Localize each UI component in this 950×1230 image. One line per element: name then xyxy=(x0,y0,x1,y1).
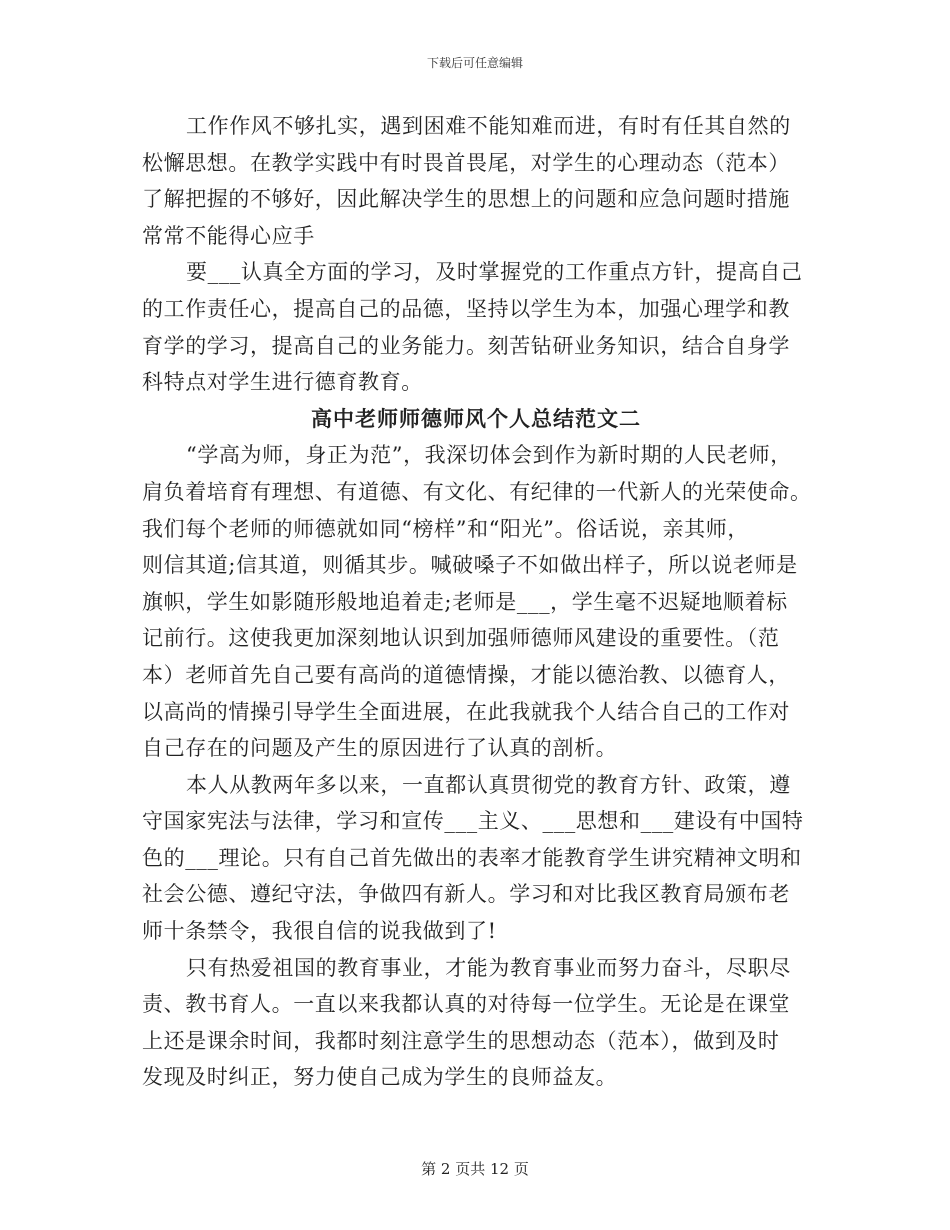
text-line: 常常不能得心应手 xyxy=(142,223,315,248)
text-line: 旗帜，学生如影随形般地追着走;老师是___，学生毫不迟疑地顺着标 xyxy=(142,589,788,614)
text-line: 科特点对学生进行德育教育。 xyxy=(142,370,423,395)
text-line: 自己存在的问题及产生的原因进行了认真的剖析。 xyxy=(142,736,618,761)
text-line: 的工作责任心，提高自己的品德，坚持以学生为本，加强心理学和教 xyxy=(142,296,790,321)
text-line: 要___认真全方面的学习，及时掌握党的工作重点方针，提高自己 xyxy=(186,260,803,285)
text-line: 肩负着培育有理想、有道德、有文化、有纪律的一代新人的光荣使命。 xyxy=(142,479,812,504)
page-footer: 第 2 页共 12 页 xyxy=(421,1160,529,1178)
text-line: 责、教书育人。一直以来我都认真的对待每一位学生。无论是在课堂 xyxy=(142,992,790,1017)
text-line: 上还是课余时间，我都时刻注意学生的思想动态（范本），做到及时 xyxy=(142,1028,780,1053)
text-line: 守国家宪法与法律，学习和宣传___主义、___思想和___建设有中国特 xyxy=(142,809,804,834)
document-body xyxy=(142,108,810,1096)
text-line: 记前行。这使我更加深刻地认识到加强师德师风建设的重要性。（范 xyxy=(142,626,780,651)
text-line: 只有热爱祖国的教育事业，才能为教育事业而努力奋斗，尽职尽 xyxy=(186,955,791,980)
text-line: 松懈思想。在教学实践中有时畏首畏尾，对学生的心理动态（范本） xyxy=(142,150,790,175)
text-line: 了解把握的不够好，因此解决学生的思想上的问题和应急问题时措施 xyxy=(142,187,790,212)
text-line: 本）老师首先自己要有高尚的道德情操，才能以德治教、以德育人， xyxy=(142,662,790,687)
text-line: 社会公德、遵纪守法，争做四有新人。学习和对比我区教育局颁布老 xyxy=(142,882,790,907)
section-title: 高中老师师德师风个人总结范文二 xyxy=(311,406,641,431)
text-line: 育学的学习，提高自己的业务能力。刻苦钻研业务知识，结合自身学 xyxy=(142,333,790,358)
text-line: 师十条禁令，我很自信的说我做到了! xyxy=(142,919,497,944)
text-line: 我们每个老师的师德就如同“榜样”和“阳光”。俗话说，亲其师， xyxy=(142,516,749,541)
text-line: 工作作风不够扎实，遇到困难不能知难而进，有时有任其自然的 xyxy=(186,114,791,138)
text-line: 发现及时纠正，努力使自己成为学生的良师益友。 xyxy=(142,1065,618,1090)
text-line: “学高为师，身正为范”，我深切体会到作为新时期的人民老师， xyxy=(186,443,792,468)
text-line: 以高尚的情操引导学生全面进展，在此我就我个人结合自己的工作对 xyxy=(142,699,790,724)
text-line: 则信其道;信其道，则循其步。喊破嗓子不如做出样子，所以说老师是 xyxy=(142,553,798,578)
text-line: 色的___理论。只有自己首先做出的表率才能教育学生讲究精神文明和 xyxy=(142,845,802,870)
page-header: 下载后可任意编辑 xyxy=(426,56,523,70)
text-line: 本人从教两年多以来，一直都认真贯彻党的教育方针、政策，遵 xyxy=(186,772,791,797)
